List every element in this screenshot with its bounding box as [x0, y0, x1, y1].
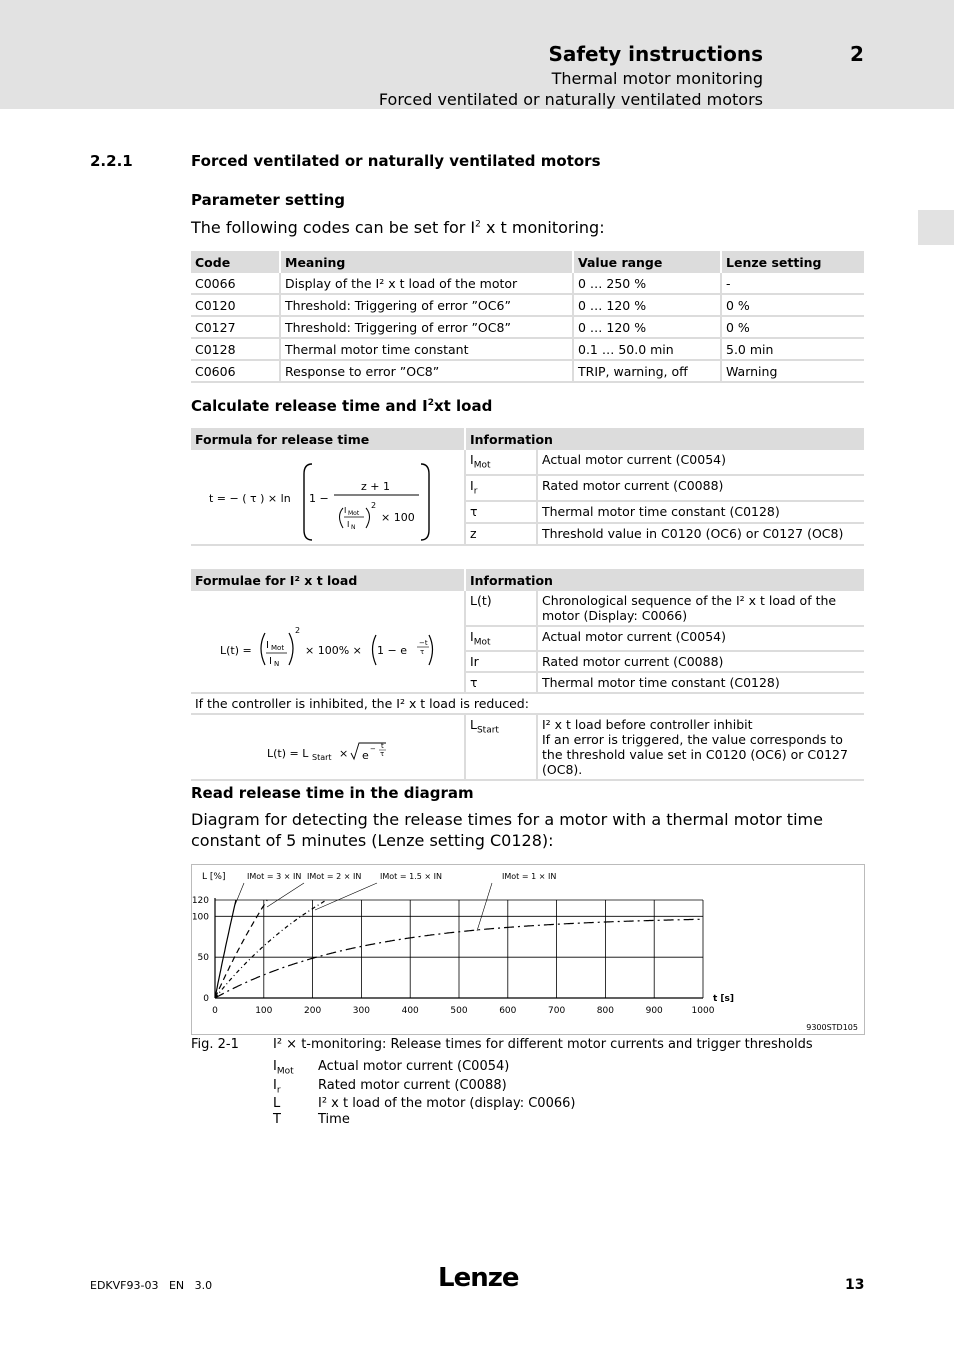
section-title: Forced ventilated or naturally ventilated motors — [191, 152, 601, 170]
series-label: IMot = 3 × IN — [247, 872, 302, 881]
diagram-heading: Read release time in the diagram — [191, 784, 474, 802]
col-header: Formulae for I² x t load — [191, 569, 465, 591]
cell: TRIP, warning, off — [573, 360, 721, 382]
svg-text:N: N — [274, 660, 280, 669]
table-row — [191, 273, 864, 294]
symbol-cell: z — [465, 523, 537, 545]
cell: Response to error ”OC8” — [280, 360, 573, 382]
load-formula-table — [191, 569, 864, 781]
chapter-side-tab — [918, 210, 954, 245]
x-tick-label: 700 — [548, 1006, 566, 1016]
lstart-line-1: I² x t load before controller inhibit — [542, 716, 753, 732]
svg-text:I: I — [344, 506, 347, 515]
series-label: IMot = 1.5 × IN — [380, 872, 442, 881]
calc-heading: Calculate release time and $I^2xt$ load — [191, 397, 493, 415]
cell: Warning — [721, 360, 864, 382]
lenze-logo: Lenze — [438, 1263, 519, 1293]
svg-text:L(t) =: L(t) = — [220, 644, 252, 658]
svg-text:1 − e: 1 − e — [377, 644, 407, 658]
cell: 0.1 … 50.0 min — [573, 338, 721, 360]
header-subtitle-2: Forced ventilated or naturally ventilated motors — [378, 90, 763, 109]
release-time-formula-table — [191, 428, 864, 546]
load-formula — [191, 591, 465, 693]
legend-symbol: T — [273, 1112, 281, 1128]
x-tick-label: 200 — [304, 1006, 322, 1016]
info-cell: Threshold value in C0120 (OC6) or C0127 (OC8) — [537, 523, 864, 545]
svg-text:2: 2 — [295, 626, 301, 636]
y-tick-label: 120 — [192, 896, 209, 906]
table-row — [191, 338, 864, 360]
label-leader-line — [235, 883, 244, 905]
svg-text:L(t) = L: L(t) = L — [267, 746, 309, 760]
cell: 0 … 120 % — [573, 316, 721, 338]
info-cell: Actual motor current (C0054) — [537, 626, 864, 651]
figure-number: Fig. 2-1 — [191, 1037, 239, 1052]
legend-symbol: $I_{Mot}$ — [273, 1059, 294, 1077]
svg-text:I: I — [347, 520, 350, 529]
table-row — [191, 294, 864, 316]
cell: C0120 — [191, 294, 280, 316]
svg-text:e: e — [362, 748, 369, 762]
x-tick-label: 300 — [352, 1006, 370, 1016]
legend-row — [273, 1078, 575, 1097]
series-line — [215, 900, 327, 998]
diagram-intro: Diagram for detecting the release times for a motor with a thermal motor time constant of 5 minutes (Lenze setting C0128): — [191, 810, 823, 850]
x-tick-label: 1000 — [691, 1006, 715, 1016]
symbol-cell: τ — [465, 501, 537, 523]
svg-text:I: I — [269, 656, 272, 668]
figure-legend — [273, 1059, 575, 1128]
series-line — [215, 900, 236, 998]
cell: Threshold: Triggering of error ”OC8” — [280, 316, 573, 338]
symbol-cell: Ir — [465, 651, 537, 672]
legend-symbol: L — [273, 1096, 281, 1112]
col-header: Lenze setting — [721, 251, 864, 273]
x-tick-label: 600 — [499, 1006, 517, 1016]
symbol-cell: $I_r$ — [465, 475, 537, 501]
symbol-cell: $I_{Mot}$ — [465, 626, 537, 651]
legend-row — [273, 1059, 575, 1078]
figure-code: 9300STD105 — [806, 1023, 858, 1032]
svg-text:I: I — [266, 640, 269, 652]
parameter-table — [191, 251, 864, 383]
figure-caption: I² × t-monitoring: Release times for different motor currents and trigger thresholds — [273, 1037, 813, 1052]
x-axis-label: t [s] — [713, 994, 735, 1004]
info-cell: Actual motor current (C0054) — [537, 450, 864, 475]
section-number: 2.2.1 — [90, 152, 133, 170]
info-cell: Rated motor current (C0088) — [537, 475, 864, 501]
svg-text:× 100: × 100 — [381, 511, 415, 524]
cell: Threshold: Triggering of error ”OC6” — [280, 294, 573, 316]
inhibit-note: If the controller is inhibited, the I² x t load is reduced: — [191, 693, 864, 714]
series-line — [215, 900, 267, 998]
svg-text:Start: Start — [312, 752, 332, 762]
table-row — [191, 360, 864, 382]
x-tick-label: 400 — [401, 1006, 419, 1016]
param-heading: Parameter setting — [191, 191, 345, 209]
release-time-formula — [191, 450, 465, 545]
header-subtitle-1: Thermal motor monitoring — [551, 69, 763, 88]
label-leader-line — [477, 883, 492, 931]
cell: Display of the I² x t load of the motor — [280, 273, 573, 294]
load-formula-graphic — [191, 593, 463, 689]
chart-frame — [191, 864, 865, 1035]
legend-text: Actual motor current (C0054) — [318, 1059, 510, 1074]
symbol-cell: $L_{Start}$ — [465, 714, 537, 780]
x-tick-label: 100 — [255, 1006, 273, 1016]
svg-text:×: × — [339, 746, 349, 760]
release-time-formula-graphic — [191, 450, 463, 544]
legend-row — [273, 1112, 575, 1128]
col-header: Value range — [573, 251, 721, 273]
legend-text: I² x t load of the motor (display: C0066) — [318, 1096, 576, 1112]
footer-doc-id: EDKVF93-03 EN 3.0 — [90, 1279, 213, 1292]
cell: 0 … 120 % — [573, 294, 721, 316]
cell: 0 % — [721, 316, 864, 338]
col-header: Meaning — [280, 251, 573, 273]
series-label: IMot = 1 × IN — [502, 872, 557, 881]
page-number: 13 — [845, 1277, 865, 1293]
cell: - — [721, 273, 864, 294]
lstart-formula — [191, 714, 465, 780]
x-tick-label: 0 — [212, 1006, 218, 1016]
symbol-cell: L(t) — [465, 591, 537, 626]
legend-symbol: $I_r$ — [273, 1077, 281, 1096]
y-tick-label: 100 — [192, 912, 209, 923]
cell: 5.0 min — [721, 338, 864, 360]
symbol-cell: $I_{Mot}$ — [465, 450, 537, 475]
table-row — [191, 316, 864, 338]
info-cell — [537, 714, 864, 780]
x-tick-label: 900 — [645, 1006, 663, 1016]
label-leader-line — [267, 883, 304, 907]
param-intro: The following codes can be set for $I^2$ x t monitoring: — [191, 218, 605, 237]
svg-text:τ: τ — [420, 648, 425, 657]
svg-text:τ: τ — [380, 749, 385, 758]
legend-text: Rated motor current (C0088) — [318, 1077, 507, 1093]
y-axis-label: L [%] — [202, 872, 226, 882]
col-header: Information — [465, 569, 864, 591]
svg-text:t: t — [381, 741, 384, 750]
y-tick-label: 0 — [203, 994, 209, 1004]
header-chapter-number: 2 — [850, 42, 864, 66]
series-label: IMot = 2 × IN — [307, 872, 362, 881]
svg-text:Mot: Mot — [348, 510, 360, 517]
cell: 0 … 250 % — [573, 273, 721, 294]
cell: C0606 — [191, 360, 280, 382]
x-tick-label: 500 — [450, 1006, 468, 1016]
svg-text:× 100% ×: × 100% × — [305, 644, 362, 658]
svg-text:t = − ( τ ) × ln: t = − ( τ ) × ln — [209, 492, 291, 505]
svg-text:N: N — [351, 524, 356, 531]
svg-text:1 −: 1 − — [309, 492, 329, 505]
svg-text:z + 1: z + 1 — [361, 480, 390, 493]
cell: C0066 — [191, 273, 280, 294]
legend-row — [273, 1096, 575, 1112]
info-cell: Thermal motor time constant (C0128) — [537, 672, 864, 693]
load-chart — [192, 865, 864, 1034]
cell: 0 % — [721, 294, 864, 316]
lstart-formula-graphic — [191, 723, 463, 771]
svg-text:2: 2 — [371, 501, 377, 510]
legend-text: Time — [318, 1112, 350, 1128]
col-header: Formula for release time — [191, 428, 465, 450]
header-title: Safety instructions — [548, 42, 763, 66]
info-cell: Chronological sequence of the I² x t load of the motor (Display: C0066) — [537, 591, 864, 626]
svg-text:−t: −t — [419, 639, 428, 648]
svg-text:Mot: Mot — [271, 644, 285, 653]
cell: Thermal motor time constant — [280, 338, 573, 360]
lstart-line-2: If an error is triggered, the value corresponds to the threshold value set in C0120 (OC6) or C0127 (OC8). — [542, 731, 848, 777]
info-cell: Thermal motor time constant (C0128) — [537, 501, 864, 523]
info-cell: Rated motor current (C0088) — [537, 651, 864, 672]
svg-text:−: − — [370, 744, 376, 753]
cell: C0127 — [191, 316, 280, 338]
symbol-cell: τ — [465, 672, 537, 693]
col-header: Code — [191, 251, 280, 273]
x-tick-label: 800 — [596, 1006, 614, 1016]
y-tick-label: 50 — [197, 953, 209, 964]
col-header: Information — [465, 428, 864, 450]
label-leader-line — [315, 883, 377, 910]
cell: C0128 — [191, 338, 280, 360]
